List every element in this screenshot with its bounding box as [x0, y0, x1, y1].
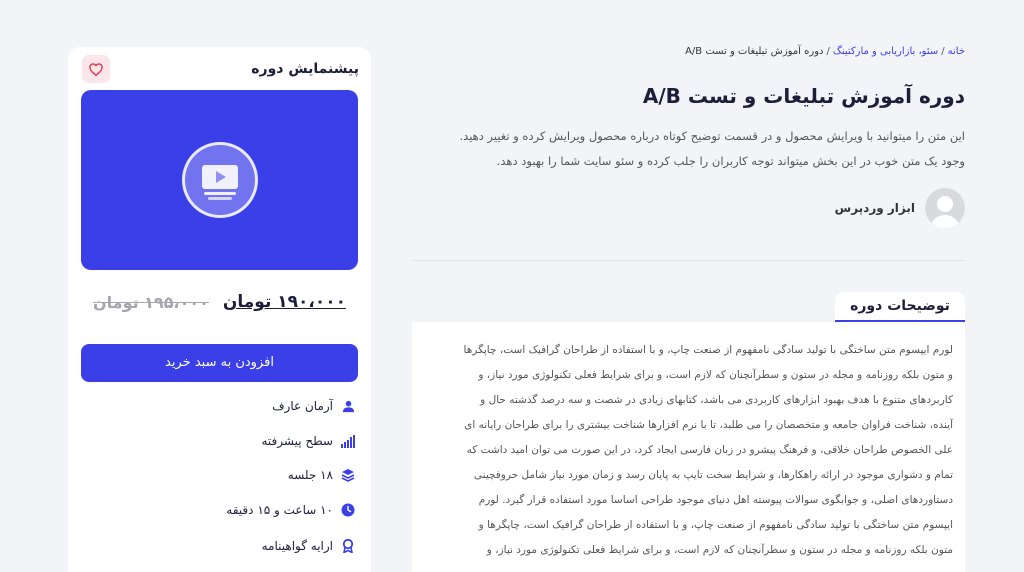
breadcrumb-separator: /: [941, 46, 945, 57]
feature-duration: [226, 503, 355, 517]
tab-course-description[interactable]: توضیحات دوره: [835, 292, 965, 322]
layers-icon: [341, 468, 355, 482]
course-intro: [410, 124, 965, 174]
feature-label: ۱۸ جلسه: [287, 468, 333, 482]
feature-instructor: [272, 399, 355, 413]
breadcrumb-current: دوره آموزش تبلیغات و تست A/B: [685, 46, 824, 57]
course-preview-video[interactable]: [81, 90, 358, 270]
description-line: ایپسوم متن ساختگی با تولید سادگی نامفهوم از صنعت چاپ، و با استفاده از طراحان گرافیک است، چاپگرها و: [478, 519, 953, 531]
description-line: لورم ایپسوم متن ساختگی با تولید سادگی نامفهوم از صنعت چاپ، و با استفاده از طراحان گرافیک است، چاپگرها: [463, 344, 953, 356]
intro-line: وجود یک متن خوب در این بخش میتواند توجه کاربران را جلب کرده و سئو سایت شما را بهبود دهد.: [496, 154, 965, 168]
clock-icon: [341, 503, 355, 517]
description-line: و متون بلکه روزنامه و مجله در ستون و سطرآنچنان که لازم است، و برای شرایط فعلی تکنولوژی مورد نیاز، و: [478, 369, 953, 381]
certificate-icon: [341, 539, 355, 553]
feature-label: آرمان عارف: [272, 399, 333, 413]
breadcrumb: [685, 46, 965, 57]
favorite-button[interactable]: [82, 55, 110, 83]
play-button[interactable]: [182, 142, 258, 218]
price-block: [80, 285, 359, 319]
description-line: کاربردهای متنوع با هدف بهبود ابزارهای کاربردی می باشد، کتابهای زیادی در شصت و سه درصد گذشته حال و: [480, 394, 953, 406]
card-header: [80, 55, 359, 85]
description-body: [412, 322, 965, 572]
heart-icon: [89, 63, 103, 76]
feature-level: [261, 434, 355, 448]
course-title: دوره آموزش تبلیغات و تست A/B: [642, 84, 965, 108]
author-name[interactable]: ابزار وردپرس: [834, 201, 915, 215]
video-player-icon: [198, 158, 242, 202]
price-original: ۱۹۵،۰۰۰ تومان: [93, 292, 209, 312]
description-line: دستاوردهای اصلی، و جوابگوی سوالات پیوسته اهل دنیای موجود طراحی اساسا مورد استفاده قرار گیرد. لورم: [478, 494, 953, 506]
avatar: [925, 188, 965, 228]
course-preview-card: [68, 47, 371, 572]
description-line: آینده، شناخت فراوان جامعه و متخصصان را می طلبد، تا با نرم افزارها شناخت بیشتری را برای طراحان رایانه ای: [464, 419, 953, 431]
intro-line: این متن را میتوانید با ویرایش محصول و در قسمت توضیح کوتاه درباره محصول ویرایش کرده و تغییر دهید.: [459, 129, 965, 143]
feature-label: ۱۰ ساعت و ۱۵ دقیقه: [226, 503, 333, 517]
feature-label: سطح پیشرفته: [261, 434, 333, 448]
divider: [412, 260, 965, 261]
course-main: [410, 0, 965, 572]
breadcrumb-home-link[interactable]: خانه: [947, 46, 965, 57]
signal-bars-icon: [341, 434, 355, 448]
user-icon: [341, 399, 355, 413]
feature-certificate: [262, 539, 355, 553]
breadcrumb-category-link[interactable]: سئو، بازاریابی و مارکتینگ: [832, 46, 939, 57]
description-line: متون بلکه روزنامه و مجله در ستون و سطرآنچنان که لازم است، و برای شرایط فعلی تکنولوژی مورد نیاز، و: [486, 544, 953, 556]
add-to-cart-button[interactable]: افزودن به سبد خرید: [81, 344, 358, 382]
feature-label: ارایه گواهینامه: [261, 539, 333, 553]
price-current: ۱۹۰،۰۰۰ تومان: [222, 292, 346, 312]
card-title: پیشنمایش دوره: [251, 61, 359, 77]
feature-sessions: [288, 468, 355, 482]
description-line: تمام و دشواری موجود در ارائه راهکارها، و شرایط سخت تایپ به پایان رسد و زمان مورد نیاز شامل حروفچینی: [473, 469, 953, 481]
author-block[interactable]: [835, 188, 965, 228]
breadcrumb-separator: /: [826, 46, 830, 57]
description-line: علی الخصوص طراحان خلاقی، و فرهنگ پیشرو در زبان فارسی ایجاد کرد، در این صورت می توان امید داشت که: [466, 444, 953, 456]
